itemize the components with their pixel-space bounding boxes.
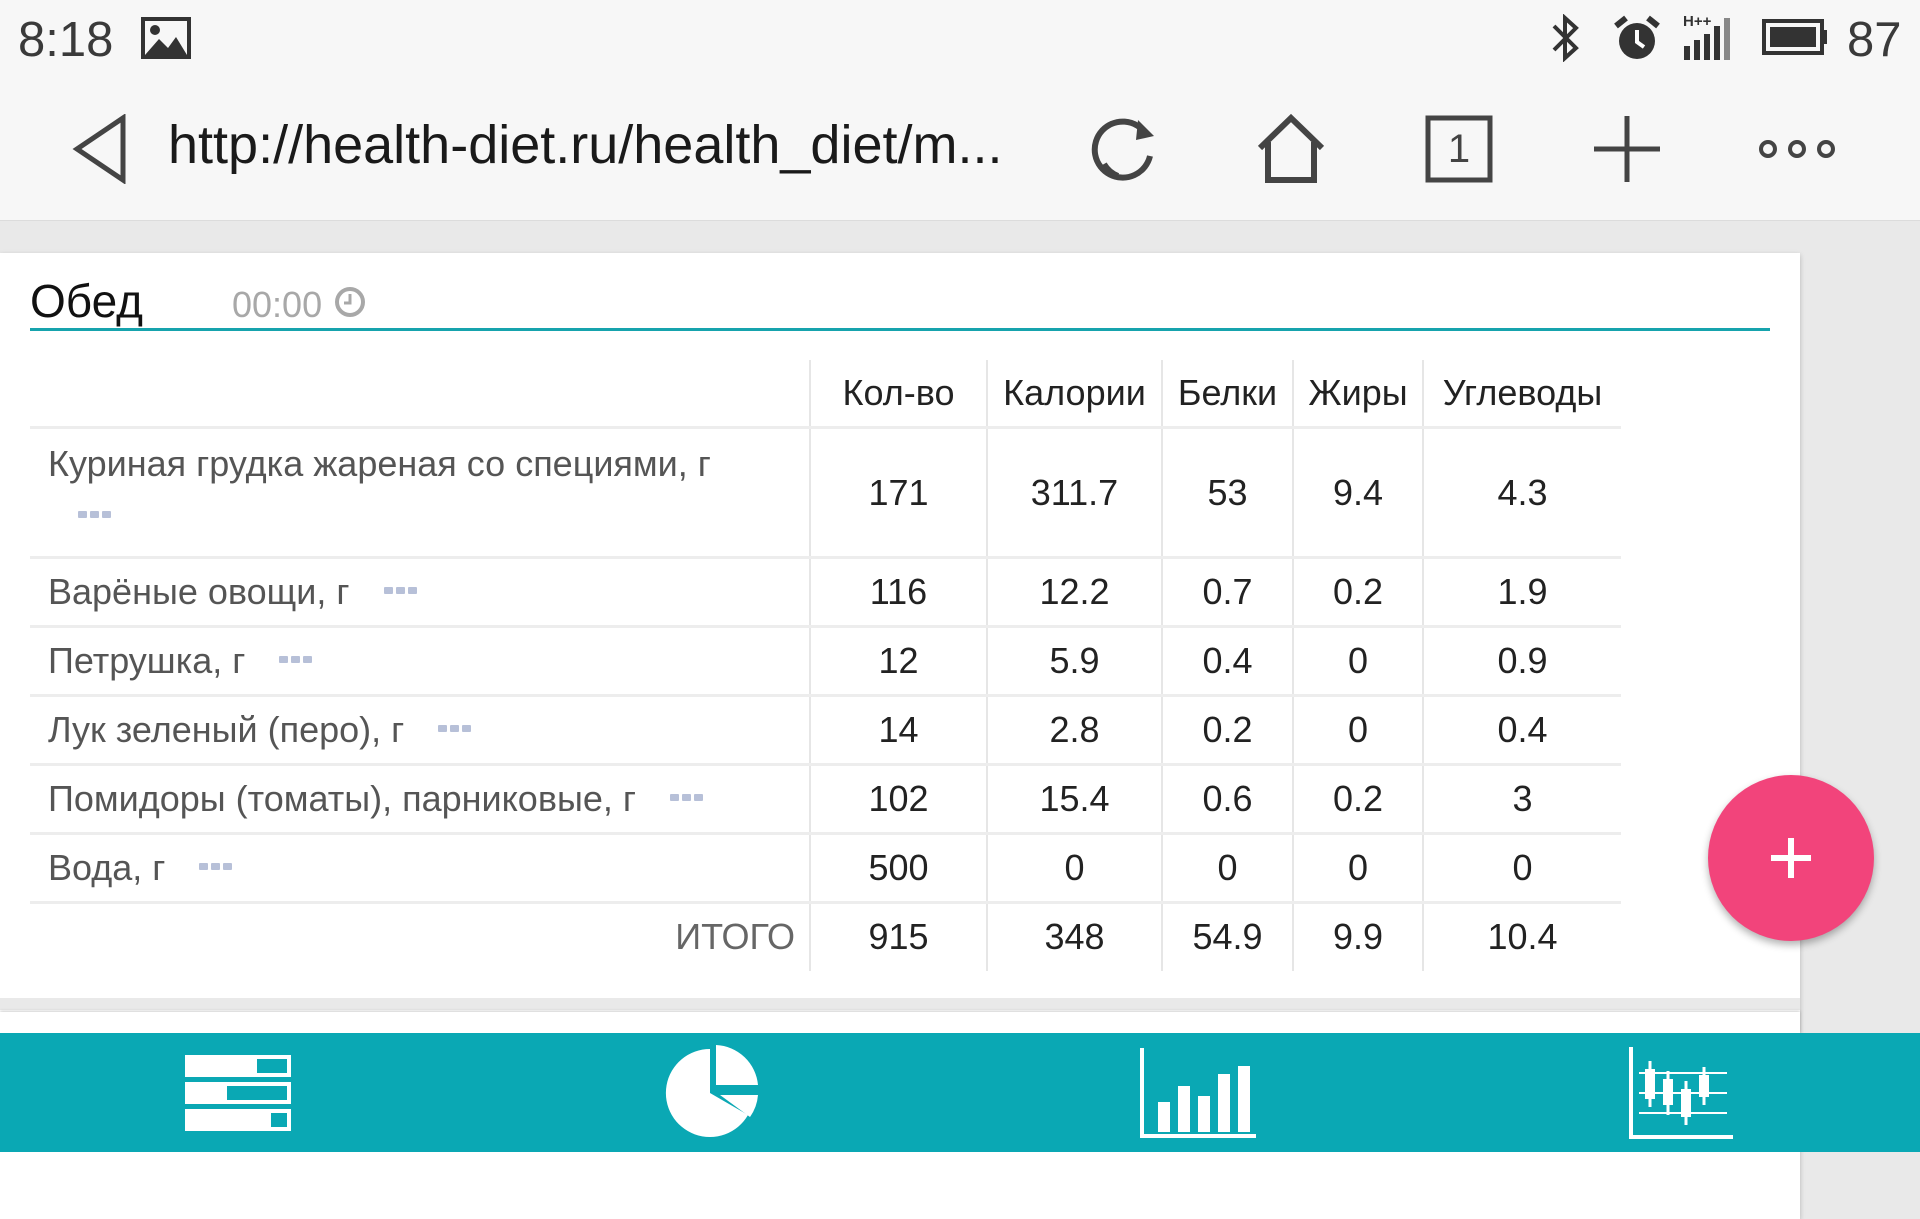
carbs-cell: 4.3: [1423, 428, 1621, 558]
food-name: Лук зеленый (перо), г: [48, 709, 405, 750]
fat-cell: 9.4: [1293, 428, 1423, 558]
battery-percent: 87: [1847, 13, 1902, 67]
url-field[interactable]: http://health-diet.ru/health_diet/m...: [168, 115, 1003, 175]
qty-cell: 12: [810, 627, 987, 696]
clock-icon[interactable]: [334, 286, 366, 323]
protein-cell: 0.7: [1162, 558, 1293, 627]
cal-cell: 311.7: [987, 428, 1162, 558]
total-cal: 348: [987, 903, 1162, 971]
food-name: Петрушка, г: [48, 640, 246, 681]
qty-cell: 102: [810, 765, 987, 834]
battery-icon: [1762, 19, 1828, 60]
food-menu-icon[interactable]: [670, 794, 703, 801]
meal-header: [30, 270, 1770, 331]
cal-cell: 2.8: [987, 696, 1162, 765]
more-menu-button[interactable]: [1752, 104, 1842, 194]
table-row[interactable]: [30, 627, 1621, 696]
header-protein: Белки: [1162, 360, 1293, 428]
back-button[interactable]: [56, 104, 146, 194]
qty-cell: 116: [810, 558, 987, 627]
total-protein: 54.9: [1162, 903, 1293, 971]
bottom-navigation: [0, 1033, 1920, 1152]
food-name-cell[interactable]: [30, 428, 810, 558]
list-view-icon: [185, 1055, 291, 1131]
pie-chart-icon: [662, 1043, 762, 1143]
status-time: 8:18: [18, 13, 114, 67]
carbs-cell: 3: [1423, 765, 1621, 834]
food-name-cell[interactable]: [30, 558, 810, 627]
table-row[interactable]: [30, 765, 1621, 834]
reload-icon: [1088, 112, 1162, 186]
image-icon: [141, 17, 191, 64]
food-table: [30, 360, 1621, 971]
food-name: Помидоры (томаты), парниковые, г: [48, 778, 636, 819]
food-name-cell[interactable]: [30, 627, 810, 696]
cal-cell: 12.2: [987, 558, 1162, 627]
table-header-row: [30, 360, 1621, 428]
header-blank: [30, 360, 810, 428]
header-qty: Кол-во: [810, 360, 987, 428]
reload-button[interactable]: [1080, 104, 1170, 194]
qty-cell: 14: [810, 696, 987, 765]
plus-icon: [1769, 836, 1813, 880]
next-card-edge: [0, 1012, 1800, 1033]
total-row: [30, 903, 1621, 971]
food-name: Вода, г: [48, 847, 166, 888]
home-button[interactable]: [1246, 104, 1336, 194]
total-qty: 915: [810, 903, 987, 971]
qty-cell: 500: [810, 834, 987, 903]
food-name-cell[interactable]: [30, 696, 810, 765]
table-row[interactable]: [30, 696, 1621, 765]
more-icon: [1756, 134, 1838, 164]
protein-cell: 0: [1162, 834, 1293, 903]
candlestick-chart-icon: [1627, 1045, 1737, 1141]
food-name-cell[interactable]: [30, 834, 810, 903]
new-tab-icon: [1592, 114, 1662, 184]
svg-text:H++: H++: [1683, 13, 1712, 30]
nav-bar-chart[interactable]: [1098, 1033, 1298, 1152]
nav-pie-chart[interactable]: [612, 1033, 812, 1152]
bluetooth-icon: [1548, 14, 1582, 67]
new-tab-button[interactable]: [1582, 104, 1672, 194]
browser-toolbar: [0, 76, 1920, 221]
total-label: ИТОГО: [675, 916, 795, 958]
protein-cell: 0.2: [1162, 696, 1293, 765]
food-menu-icon[interactable]: [78, 511, 111, 518]
add-food-button[interactable]: [1708, 775, 1874, 941]
bar-chart-icon: [1138, 1046, 1258, 1140]
fat-cell: 0: [1293, 834, 1423, 903]
fat-cell: 0: [1293, 696, 1423, 765]
cal-cell: 15.4: [987, 765, 1162, 834]
cal-cell: 5.9: [987, 627, 1162, 696]
food-name: Варёные овощи, г: [48, 571, 350, 612]
total-fat: 9.9: [1293, 903, 1423, 971]
cal-cell: 0: [987, 834, 1162, 903]
meal-title: Обед: [30, 275, 144, 327]
protein-cell: 53: [1162, 428, 1293, 558]
qty-cell: 171: [810, 428, 987, 558]
table-row[interactable]: [30, 834, 1621, 903]
carbs-cell: 0: [1423, 834, 1621, 903]
food-menu-icon[interactable]: [438, 725, 471, 732]
nav-candlestick-chart[interactable]: [1582, 1033, 1782, 1152]
home-icon: [1254, 112, 1328, 186]
card-gap: [0, 998, 1800, 1010]
header-carbs: Углеводы: [1423, 360, 1621, 428]
food-menu-icon[interactable]: [384, 587, 417, 594]
food-name-cell[interactable]: [30, 765, 810, 834]
fat-cell: 0: [1293, 627, 1423, 696]
food-menu-icon[interactable]: [199, 863, 232, 870]
tab-count: 1: [1447, 127, 1471, 171]
tabs-button[interactable]: [1414, 104, 1504, 194]
status-bar: [0, 0, 1920, 76]
table-row[interactable]: [30, 558, 1621, 627]
nav-list-view[interactable]: [138, 1033, 338, 1152]
protein-cell: 0.6: [1162, 765, 1293, 834]
meal-time[interactable]: 00:00: [232, 284, 323, 325]
back-icon: [69, 114, 133, 184]
signal-hplus-icon: [1682, 12, 1738, 67]
header-calories: Калории: [987, 360, 1162, 428]
header-fat: Жиры: [1293, 360, 1423, 428]
total-carbs: 10.4: [1423, 903, 1621, 971]
food-name: Куриная грудка жареная со специями, г: [48, 443, 711, 484]
table-row[interactable]: [30, 428, 1621, 558]
alarm-icon: [1612, 14, 1662, 69]
fat-cell: 0.2: [1293, 765, 1423, 834]
carbs-cell: 1.9: [1423, 558, 1621, 627]
carbs-cell: 0.9: [1423, 627, 1621, 696]
protein-cell: 0.4: [1162, 627, 1293, 696]
carbs-cell: 0.4: [1423, 696, 1621, 765]
food-menu-icon[interactable]: [279, 656, 312, 663]
fat-cell: 0.2: [1293, 558, 1423, 627]
